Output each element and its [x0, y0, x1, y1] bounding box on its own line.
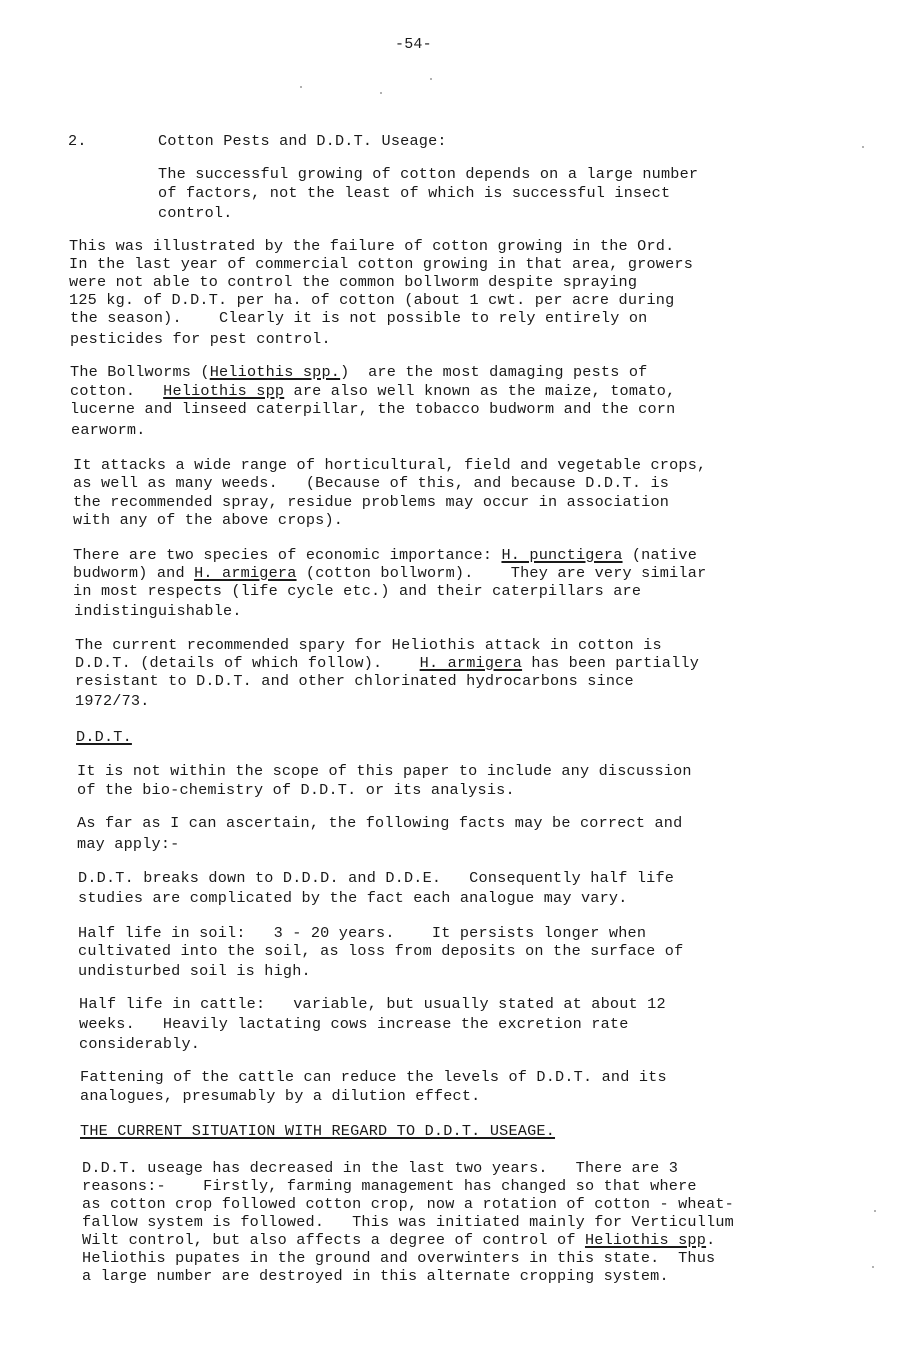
text-line: were not able to control the common bollworm despite spraying — [69, 273, 638, 291]
scan-speck — [862, 146, 864, 148]
scan-speck — [872, 1266, 874, 1268]
scan-speck — [380, 92, 382, 94]
section-number: 2. — [68, 132, 87, 150]
text-span: The Bollworms ( — [70, 363, 210, 381]
species-name: Heliothis spp — [163, 382, 285, 400]
species-name: Heliothis spp. — [209, 363, 341, 381]
text-line: considerably. — [79, 1035, 201, 1053]
text-span: D.D.T. (details of which follow). — [75, 654, 420, 672]
text-line: lucerne and linseed caterpillar, the tobacco budworm and the corn — [70, 400, 676, 418]
text-span: (cotton bollworm). They are very similar — [296, 564, 707, 582]
text-line — [70, 363, 648, 381]
text-span: ) are the most damaging pests of — [340, 363, 648, 381]
text-line — [70, 382, 675, 400]
text-span: . — [706, 1231, 716, 1249]
text-line: indistinguishable. — [74, 602, 242, 620]
ddt-heading: D.D.T. — [76, 728, 132, 746]
text-line: As far as I can ascertain, the following facts may be correct and — [77, 814, 683, 832]
text-span: are also well known as the maize, tomato, — [284, 382, 676, 400]
text-line: The successful growing of cotton depends on a large number — [158, 165, 699, 183]
text-line: of factors, not the least of which is successful insect — [158, 184, 671, 202]
text-line: analogues, presumably by a dilution effect. — [80, 1087, 481, 1105]
text-line: earworm. — [71, 421, 146, 439]
scan-speck — [874, 1210, 876, 1212]
text-line: fallow system is followed. This was initiated mainly for Verticullum — [82, 1213, 734, 1231]
text-line: It is not within the scope of this paper to include any discussion — [77, 762, 692, 780]
scan-speck — [300, 86, 302, 88]
text-line: the season). Clearly it is not possible to rely entirely on — [70, 309, 648, 327]
text-line: undisturbed soil is high. — [78, 962, 311, 980]
text-line: as cotton crop followed cotton crop, now a rotation of cotton - wheat- — [82, 1195, 734, 1213]
text-line: the recommended spray, residue problems may occur in association — [73, 493, 670, 511]
text-line: cultivated into the soil, as loss from deposits on the surface of — [78, 942, 684, 960]
text-line: D.D.T. breaks down to D.D.D. and D.D.E. Consequently half life — [78, 869, 675, 887]
text-line: Heliothis pupates in the ground and overwinters in this state. Thus — [82, 1249, 716, 1267]
text-span: (native — [622, 546, 698, 564]
text-line — [73, 546, 697, 564]
text-span: has been partially — [522, 654, 700, 672]
text-line: 125 kg. of D.D.T. per ha. of cotton (about 1 cwt. per acre during — [69, 291, 675, 309]
text-line: in most respects (life cycle etc.) and their caterpillars are — [73, 582, 642, 600]
text-line: D.D.T. useage has decreased in the last two years. There are 3 — [82, 1159, 679, 1177]
text-line: resistant to D.D.T. and other chlorinated hydrocarbons since — [75, 672, 634, 690]
species-name: H. punctigera — [501, 546, 623, 564]
text-line: It attacks a wide range of horticultural, field and vegetable crops, — [73, 456, 707, 474]
section-heading: Cotton Pests and D.D.T. Useage: — [158, 132, 447, 150]
text-line: studies are complicated by the fact each analogue may vary. — [78, 889, 628, 907]
text-line: with any of the above crops). — [73, 511, 344, 529]
text-span: cotton. — [70, 382, 164, 400]
text-line — [73, 564, 706, 582]
text-span: There are two species of economic importance: — [73, 546, 502, 564]
text-line: 1972/73. — [75, 692, 150, 710]
text-span: budworm) and — [73, 564, 195, 582]
text-line: reasons:- Firstly, farming management has changed so that where — [82, 1177, 697, 1195]
text-line: of the bio-chemistry of D.D.T. or its analysis. — [77, 781, 515, 799]
text-line: as well as many weeds. (Because of this, and because D.D.T. is — [73, 474, 670, 492]
text-line: pesticides for pest control. — [70, 330, 331, 348]
text-line: Half life in soil: 3 - 20 years. It persists longer when — [78, 924, 647, 942]
current-situation-heading: THE CURRENT SITUATION WITH REGARD TO D.D.T. USEAGE. — [80, 1122, 556, 1140]
text-span: Wilt control, but also affects a degree of control of — [82, 1231, 585, 1249]
species-name: H. armigera — [419, 654, 523, 672]
text-line: The current recommended spary for Heliothis attack in cotton is — [75, 636, 662, 654]
text-line — [82, 1231, 715, 1249]
text-line: may apply:- — [77, 835, 180, 853]
text-line — [75, 654, 699, 672]
text-line: a large number are destroyed in this alternate cropping system. — [82, 1267, 669, 1285]
text-line: In the last year of commercial cotton growing in that area, growers — [69, 255, 694, 273]
text-line: Fattening of the cattle can reduce the levels of D.D.T. and its — [80, 1068, 667, 1086]
text-line: weeks. Heavily lactating cows increase the excretion rate — [79, 1015, 629, 1033]
text-line: Half life in cattle: variable, but usually stated at about 12 — [79, 995, 666, 1013]
text-line: This was illustrated by the failure of cotton growing in the Ord. — [69, 237, 675, 255]
page-number: -54- — [395, 36, 432, 53]
species-name: Heliothis spp — [584, 1231, 707, 1249]
scan-speck — [430, 78, 432, 80]
text-line: control. — [158, 204, 233, 222]
species-name: H. armigera — [194, 564, 297, 582]
